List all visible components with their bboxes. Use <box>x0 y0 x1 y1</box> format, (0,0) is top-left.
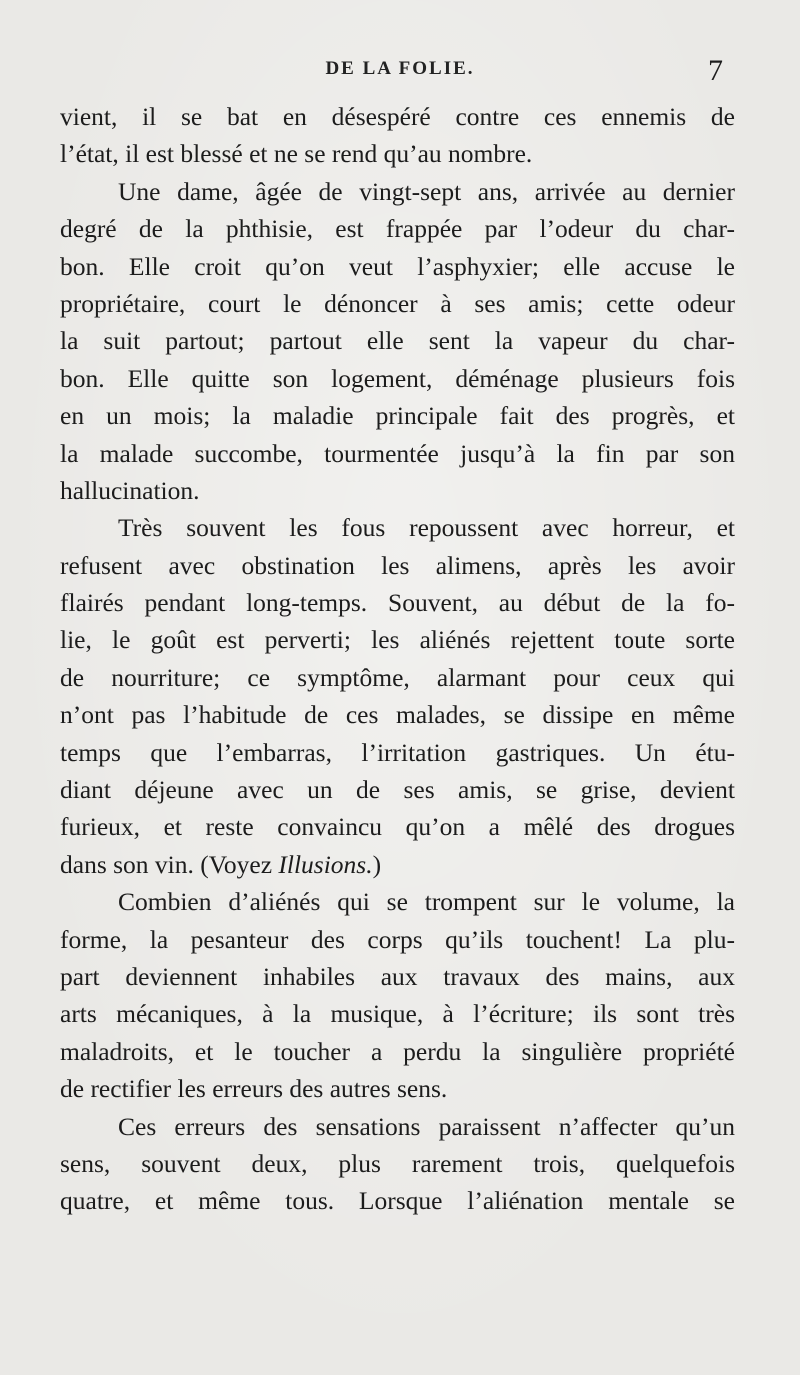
text-line: forme, la pesanteur des corps qu’ils touchent! La plu- <box>60 924 735 954</box>
text-line: bon. Elle croit qu’on veut l’asphyxier; elle accuse le <box>60 251 735 281</box>
closing-paren: ) <box>372 849 382 879</box>
paragraph-first-line: Ces erreurs des sensations paraissent n’affecter qu’un <box>118 1111 735 1141</box>
text-line: l’état, il est blessé et ne se rend qu’au nombre. <box>60 139 533 169</box>
paragraph-first-line: Combien d’aliénés qui se trompent sur le volume, la <box>118 887 735 917</box>
text-line: diant déjeune avec un de ses amis, se grise, devient <box>60 775 735 805</box>
text-line: lie, le goût est perverti; les aliénés rejettent toute sorte <box>60 625 735 655</box>
text-line: furieux, et reste convaincu qu’on a mêlé des drogues <box>60 812 735 842</box>
text-line: degré de la phthisie, est frappée par l’odeur du char- <box>60 214 735 244</box>
text-line: quatre, et même tous. Lorsque l’aliénation mentale se <box>60 1186 735 1216</box>
text-line: maladroits, et le toucher a perdu la singulière propriété <box>60 1036 735 1066</box>
text-fragment: dans son vin. (Voyez <box>60 849 279 879</box>
text-line: refusent avec obstination les alimens, après les avoir <box>60 550 735 580</box>
text-line: la suit partout; partout elle sent la vapeur du char- <box>60 326 735 356</box>
text-line: vient, il se bat en désespéré contre ces ennemis de <box>60 102 735 131</box>
text-line: arts mécaniques, à la musique, à l’écriture; ils sont très <box>60 999 735 1029</box>
text-line: flairés pendant long-temps. Souvent, au début de la fo- <box>60 588 735 618</box>
text-line-with-reference <box>60 846 735 883</box>
page-number: 7 <box>708 54 723 87</box>
text-line: la malade succombe, tourmentée jusqu’à la fin par son <box>60 438 735 468</box>
text-line: temps que l’embarras, l’irritation gastriques. Un étu- <box>60 737 735 767</box>
text-line: propriétaire, court le dénoncer à ses amis; cette odeur <box>60 288 735 318</box>
text-line: sens, souvent deux, plus rarement trois, quelquefois <box>60 1148 735 1178</box>
paragraph-first-line: Très souvent les fous repoussent avec horreur, et <box>118 513 735 543</box>
text-line: de rectifier les erreurs des autres sens. <box>60 1074 448 1104</box>
running-title: DE LA FOLIE. <box>325 58 475 79</box>
text-line: de nourriture; ce symptôme, alarmant pour ceux qui <box>60 662 735 692</box>
text-line: bon. Elle quitte son logement, déménage plusieurs fois <box>60 363 735 393</box>
text-line: hallucination. <box>60 475 200 505</box>
text-line: n’ont pas l’habitude de ces malades, se dissipe en même <box>60 700 735 730</box>
paragraph-first-line: Une dame, âgée de vingt-sept ans, arrivée au dernier <box>118 176 735 206</box>
italic-reference: Illusions. <box>278 849 373 879</box>
text-line: part deviennent inhabiles aux travaux des mains, aux <box>60 961 735 991</box>
body-text <box>60 98 735 1220</box>
text-line: en un mois; la maladie principale fait des progrès, et <box>60 401 735 431</box>
